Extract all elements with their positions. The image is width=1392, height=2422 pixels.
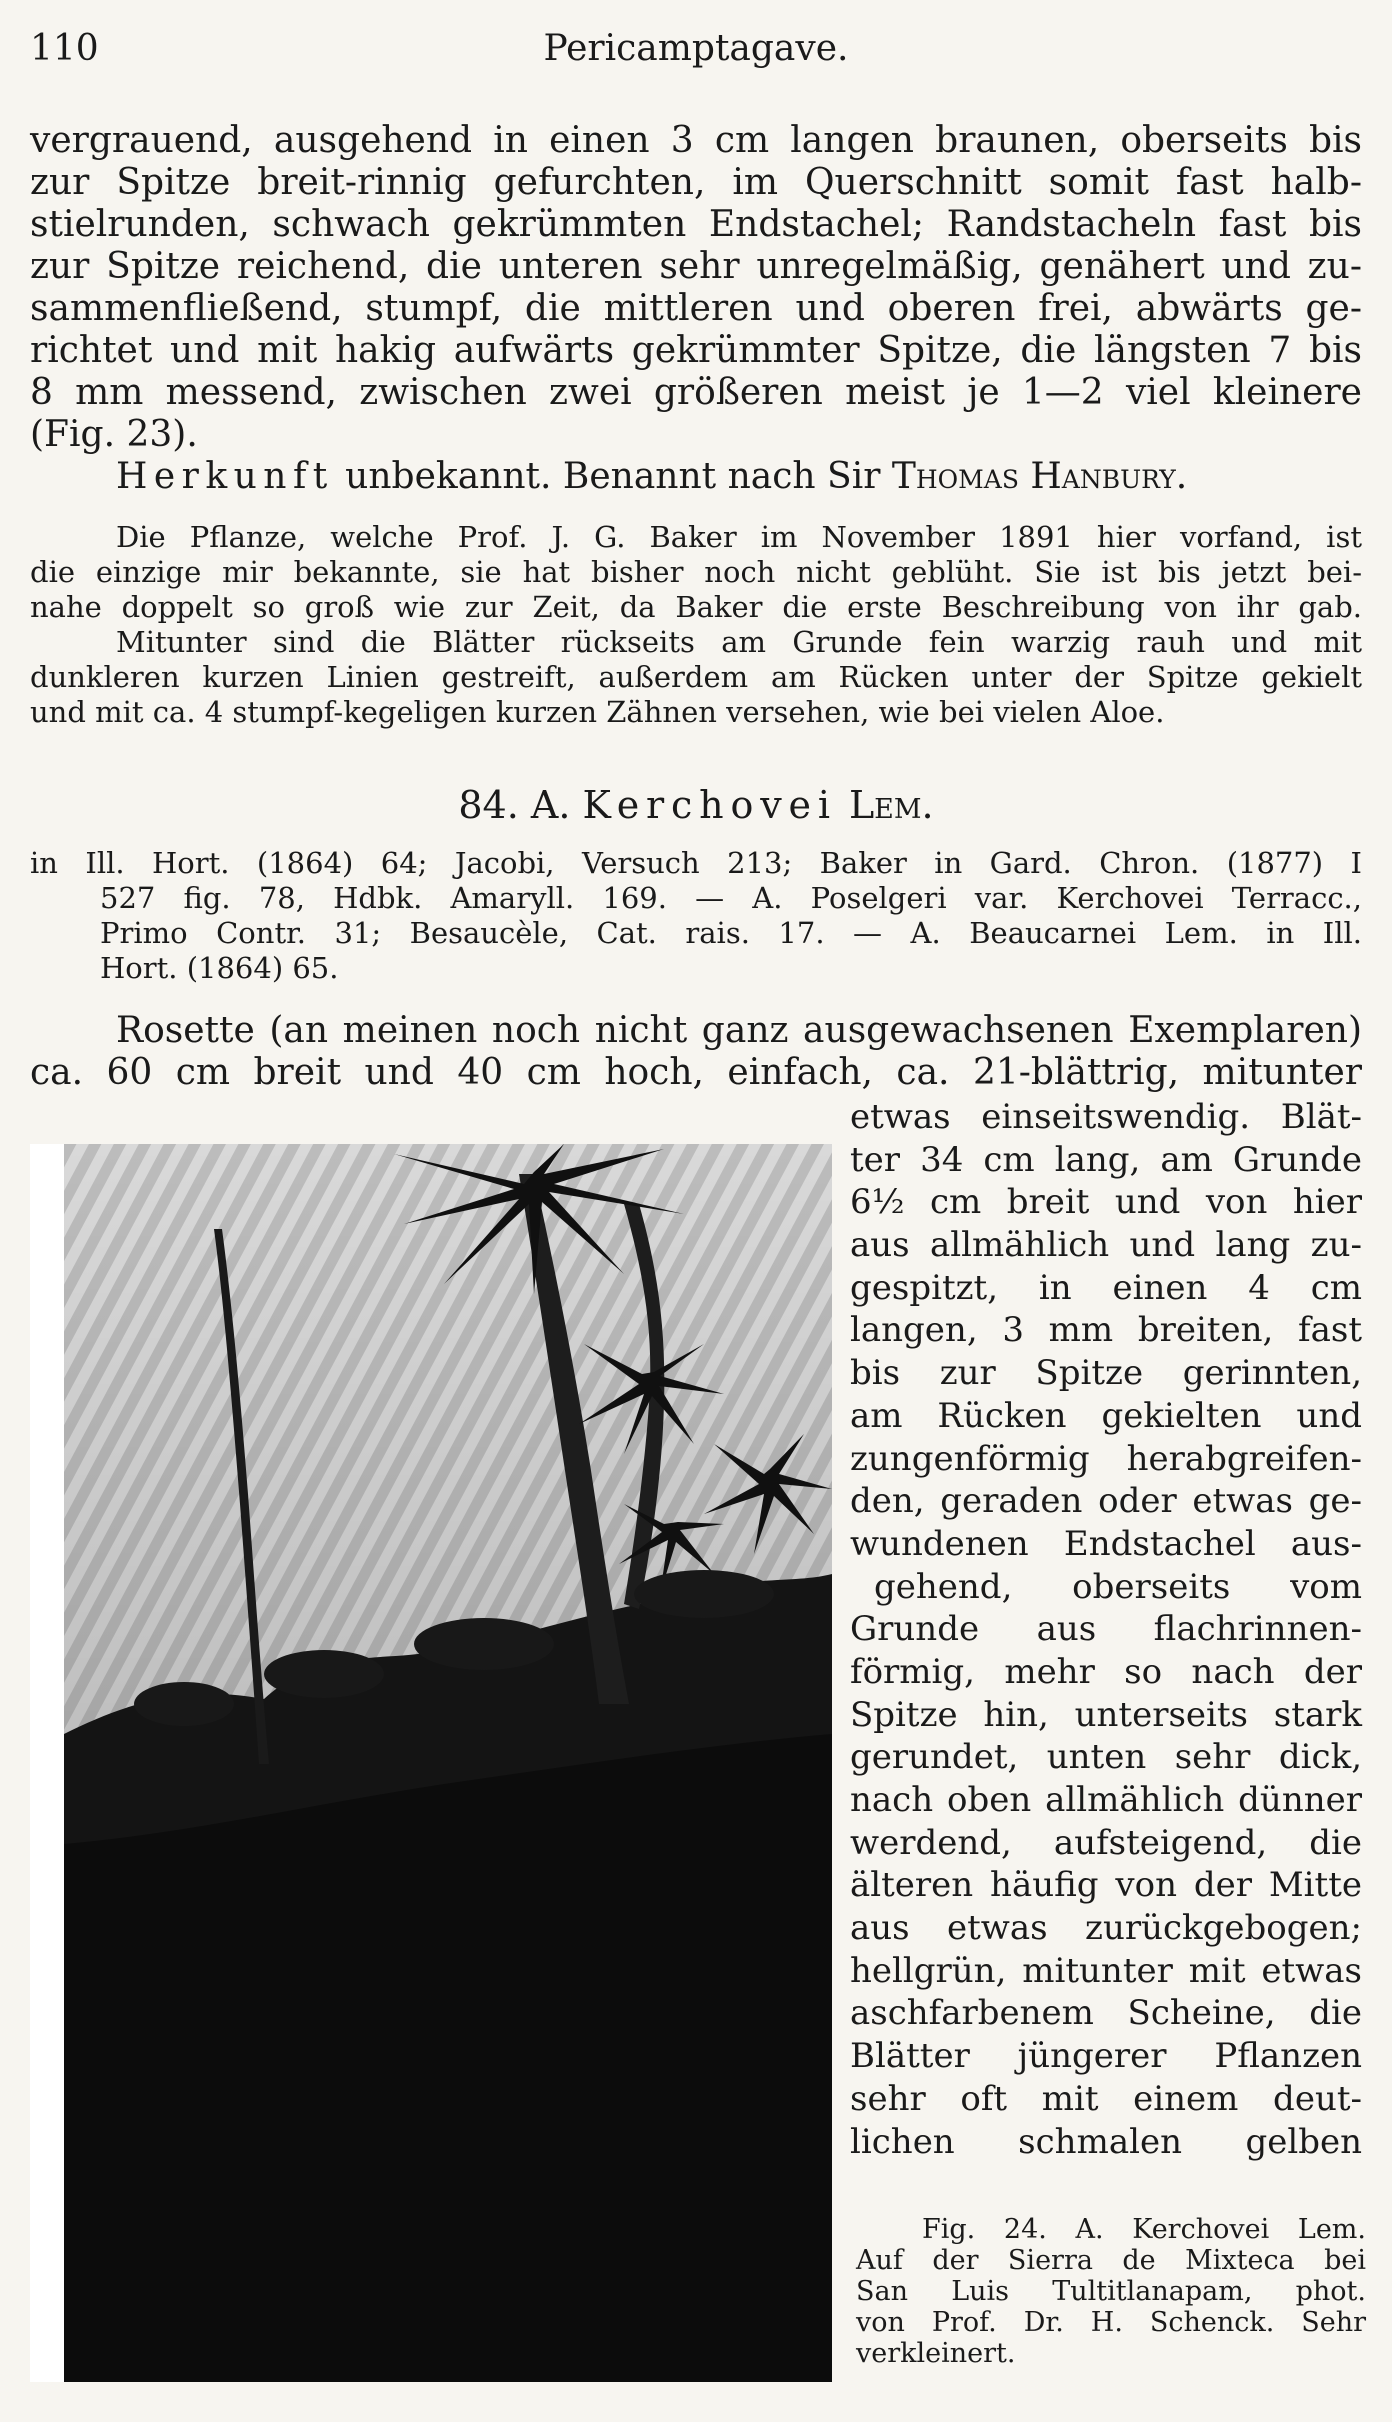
text-line: zungenförmig herabgreifen- bbox=[850, 1438, 1362, 1479]
caption-line: San Luis Tultitlanapam, phot. bbox=[856, 2276, 1366, 2307]
figure-frame bbox=[30, 1144, 803, 2382]
text-line: förmig, mehr so nach der bbox=[850, 1651, 1362, 1692]
text-line: Rosette (an meinen noch nicht ganz ausgewachsenen Exemplaren) bbox=[116, 1010, 1362, 1051]
text-line: den, geraden oder etwas ge- bbox=[850, 1481, 1362, 1522]
text-line: sammenfließend, stumpf, die mittleren und oberen frei, abwärts ge- bbox=[30, 288, 1362, 329]
note-line: nahe doppelt so groß wie zur Zeit, da Baker die erste Beschreibung von ihr gab. bbox=[30, 590, 1362, 624]
text-line: 6½ cm breit und von hier bbox=[850, 1182, 1362, 1223]
species-name: Kerchovei bbox=[582, 783, 837, 827]
synonymy-line: Primo Contr. 31; Besaucèle, Cat. rais. 17. — A. Beaucarnei Lem. in Ill. bbox=[100, 916, 1362, 950]
species-heading-line bbox=[30, 784, 1362, 826]
synonymy bbox=[30, 846, 1362, 986]
caption-line: Fig. 24. A. Kerchovei Lem. bbox=[922, 2214, 1366, 2245]
text-line: 8 mm messend, zwischen zwei größeren meist je 1—2 viel kleinere bbox=[30, 372, 1362, 413]
description-top bbox=[30, 1010, 1362, 1094]
caption-line: von Prof. Dr. H. Schenck. Sehr bbox=[856, 2307, 1366, 2338]
text-line: lichen schmalen gelben bbox=[850, 2121, 1362, 2162]
text-line: Spitze hin, unterseits stark bbox=[850, 1694, 1362, 1735]
text-line: gerundet, unten sehr dick, bbox=[850, 1737, 1362, 1778]
caption-line: Auf der Sierra de Mixteca bei bbox=[856, 2245, 1366, 2276]
text-line: etwas einseitswendig. Blät- bbox=[850, 1097, 1362, 1137]
paragraph-continued bbox=[30, 120, 1362, 498]
herkunft-text: unbekannt. Benannt nach Sir bbox=[333, 456, 892, 497]
text-line: nach oben allmählich dünner bbox=[850, 1780, 1362, 1820]
species-author: Lem. bbox=[848, 783, 934, 827]
note-line: und mit ca. 4 stumpf-kegeligen kurzen Zähnen versehen, wie bei vielen Aloe. bbox=[30, 695, 1165, 729]
text-line: stielrunden, schwach gekrümmten Endstachel; Randstacheln fast bis bbox=[30, 204, 1362, 245]
species-number: 84. A. bbox=[458, 783, 571, 827]
text-line: Blätter jüngerer Pflanzen bbox=[850, 2036, 1362, 2077]
landscape-photo bbox=[64, 1144, 832, 2382]
figure-caption bbox=[856, 2214, 1366, 2369]
herkunft-label: Herkunft bbox=[116, 456, 334, 497]
text-line: aschfarbenem Scheine, die bbox=[850, 1993, 1362, 2034]
text-line: richtet und mit hakig aufwärts gekrümmter Spitze, die längsten 7 bis bbox=[30, 330, 1362, 371]
text-line: ter 34 cm lang, am Grunde bbox=[850, 1139, 1362, 1180]
species-heading bbox=[30, 784, 1362, 826]
text-line: werdend, aufsteigend, die bbox=[850, 1822, 1362, 1863]
caption-line: verkleinert. bbox=[856, 2338, 1016, 2369]
note-paragraph bbox=[30, 520, 1362, 730]
text-line: zur Spitze reichend, die unteren sehr unregelmäßig, genähert und zu- bbox=[30, 246, 1362, 287]
text-line: langen, 3 mm breiten, fast bbox=[850, 1310, 1362, 1351]
text-line: hellgrün, mitunter mit etwas bbox=[850, 1950, 1362, 1991]
note-line: Mitunter sind die Blätter rückseits am Grunde fein warzig rauh und mit bbox=[116, 625, 1362, 659]
description-side-column bbox=[850, 1096, 1362, 2163]
text-line: aus etwas zurückgebogen; bbox=[850, 1908, 1362, 1949]
synonymy-line: Hort. (1864) 65. bbox=[100, 951, 339, 985]
text-line: zur Spitze breit-rinnig gefurchten, im Querschnitt somit fast halb- bbox=[30, 162, 1362, 203]
herkunft-end: . bbox=[1175, 456, 1188, 497]
text-line: (Fig. 23). bbox=[30, 414, 198, 455]
text-line: ca. 60 cm breit und 40 cm hoch, einfach, ca. 21-blättrig, mitunter bbox=[30, 1052, 1362, 1093]
note-line: dunkleren kurzen Linien gestreift, außerdem am Rücken unter der Spitze gekielt bbox=[30, 660, 1362, 694]
page-number: 110 bbox=[30, 28, 99, 69]
herkunft-line bbox=[30, 456, 1362, 498]
text-line: am Rücken gekielten und bbox=[850, 1395, 1362, 1436]
text-line: älteren häufig von der Mitte bbox=[850, 1865, 1362, 1906]
running-title: Pericamptagave. bbox=[543, 28, 849, 69]
text-line: wundenen Endstachel aus- bbox=[850, 1523, 1362, 1564]
text-line: gehend, oberseits vom bbox=[874, 1566, 1362, 1607]
synonymy-line: in Ill. Hort. (1864) 64; Jacobi, Versuch 213; Baker in Gard. Chron. (1877) I bbox=[30, 846, 1362, 880]
note-line: die einzige mir bekannte, sie hat bisher noch nicht geblüht. Sie ist bis jetzt bei- bbox=[30, 555, 1362, 589]
text-line: Grunde aus flachrinnen- bbox=[850, 1609, 1362, 1650]
page-header bbox=[30, 28, 1362, 74]
text-line: bis zur Spitze gerinnten, bbox=[850, 1353, 1362, 1394]
person-name: Thomas Hanbury bbox=[891, 456, 1176, 497]
text-line: vergrauend, ausgehend in einen 3 cm langen braunen, oberseits bis bbox=[30, 120, 1362, 161]
note-line: Die Pflanze, welche Prof. J. G. Baker im November 1891 hier vorfand, ist bbox=[116, 520, 1362, 554]
text-line: aus allmählich und lang zu- bbox=[850, 1225, 1362, 1266]
figure-photo bbox=[64, 1144, 832, 2382]
synonymy-line: 527 fig. 78, Hdbk. Amaryll. 169. — A. Poselgeri var. Kerchovei Terracc., bbox=[100, 881, 1362, 915]
text-line: sehr oft mit einem deut- bbox=[850, 2078, 1362, 2119]
text-line: gespitzt, in einen 4 cm bbox=[850, 1267, 1362, 1308]
